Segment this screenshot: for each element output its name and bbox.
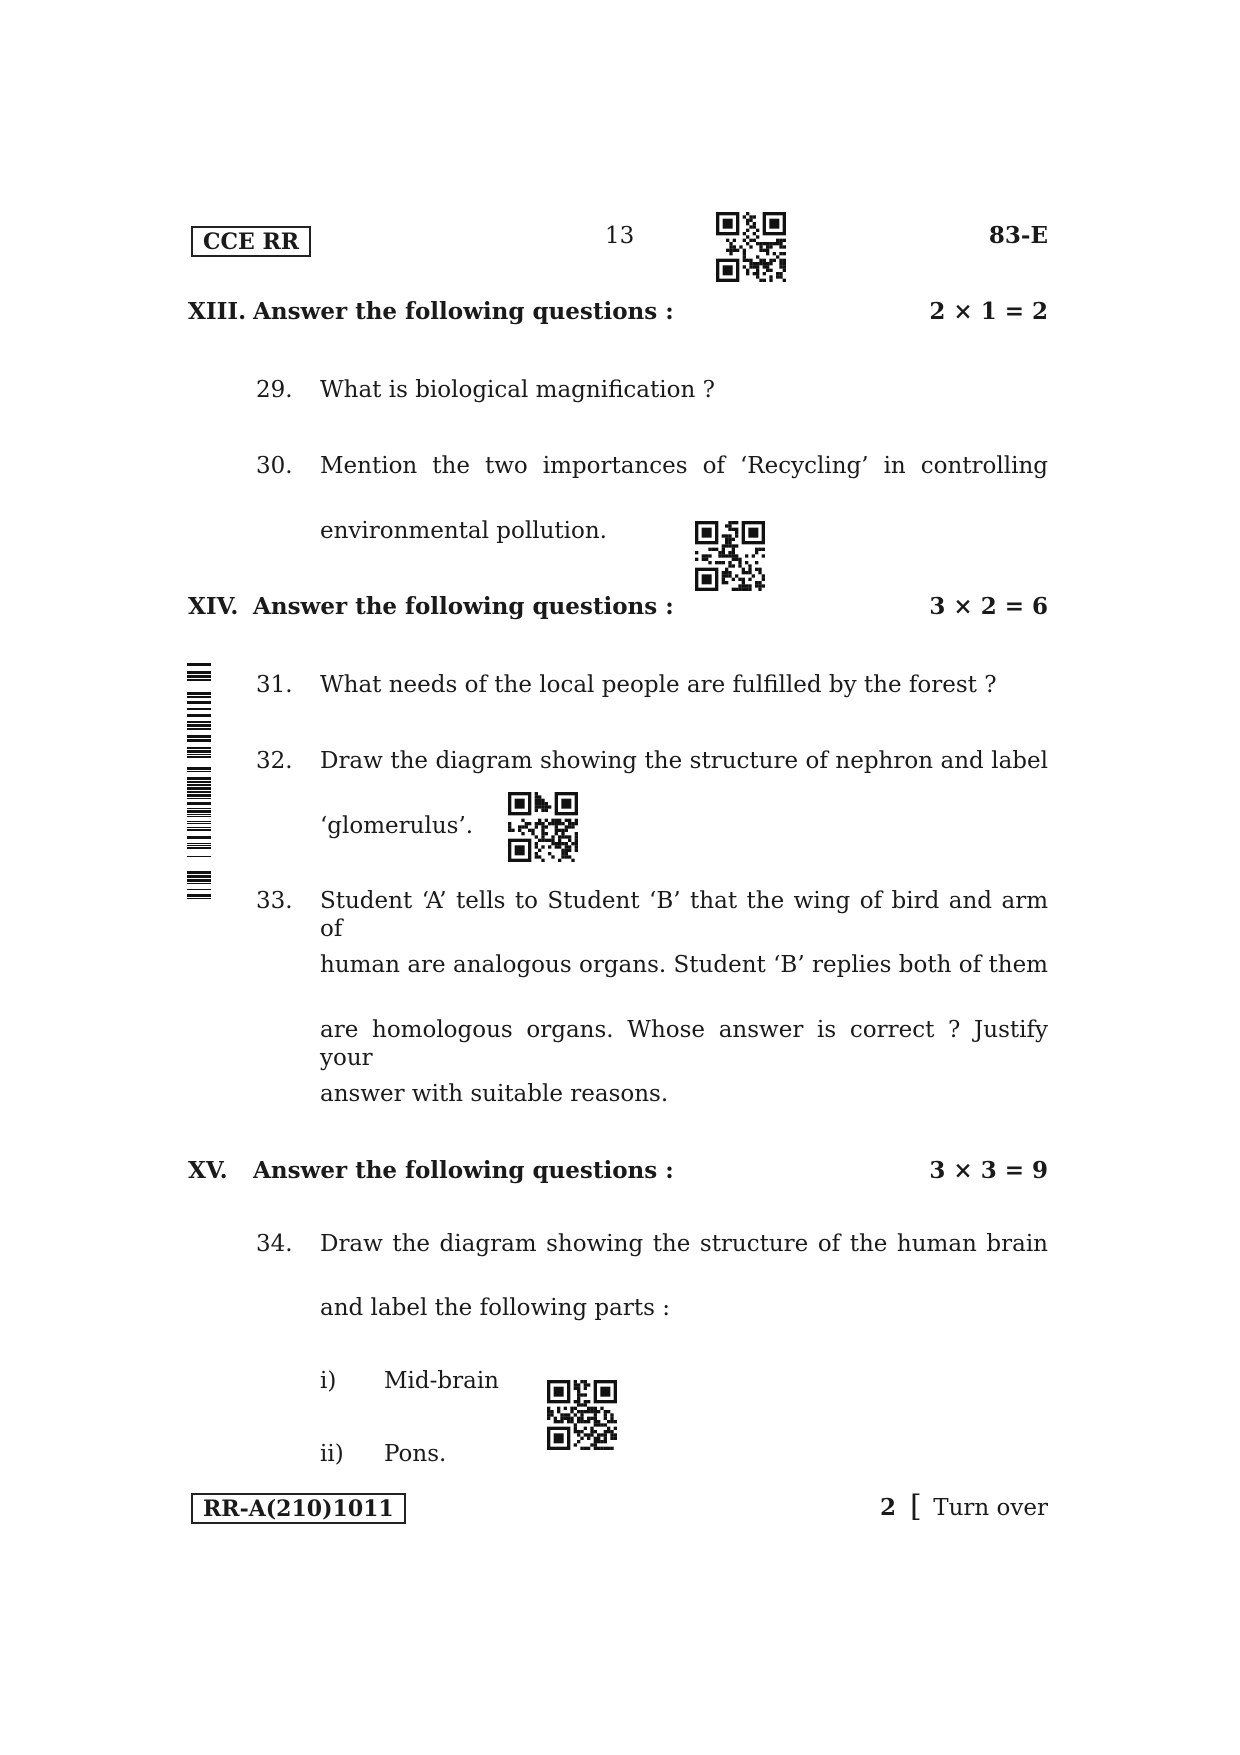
subpart-ii-text: Pons.: [384, 1441, 447, 1467]
question-32-line-1: Draw the diagram showing the structure of nephron and label: [320, 748, 1048, 774]
page-number: 13: [605, 223, 635, 249]
footer-page: 2: [880, 1494, 897, 1521]
question-32-line-2: ‘glomerulus’.: [320, 813, 474, 839]
footer-turn-over: Turn over: [933, 1495, 1048, 1521]
section-xv-roman: XV.: [188, 1157, 228, 1184]
subpart-i-text: Mid-brain: [384, 1368, 499, 1394]
section-xiii-roman: XIII.: [188, 298, 247, 325]
question-33-number: 33.: [256, 888, 293, 914]
question-33-line-1: Student ‘A’ tells to Student ‘B’ that the wing of bird and arm of: [320, 888, 1048, 942]
section-xiv-marks: 3 × 2 = 6: [929, 593, 1048, 620]
section-xiv-roman: XIV.: [188, 593, 239, 620]
question-29-number: 29.: [256, 377, 293, 403]
section-xiv-title: Answer the following questions :: [253, 593, 674, 620]
section-xiii-title: Answer the following questions :: [253, 298, 674, 325]
question-31-text: What needs of the local people are fulfilled by the forest ?: [320, 672, 997, 698]
question-31-number: 31.: [256, 672, 293, 698]
footer-code-box: [191, 1493, 406, 1524]
section-xv-marks: 3 × 3 = 9: [929, 1157, 1048, 1184]
header-code-box: [191, 226, 311, 257]
question-30-line-2: environmental pollution.: [320, 518, 607, 544]
footer-bracket: [: [910, 1489, 922, 1524]
qr-code-q34: [547, 1380, 617, 1450]
qr-code-q32: [508, 792, 578, 862]
question-33-line-3: are homologous organs. Whose answer is correct ? Justify your: [320, 1017, 1048, 1071]
side-barcode: [187, 660, 211, 916]
subpart-i-label: i): [320, 1368, 337, 1394]
section-xiii-marks: 2 × 1 = 2: [929, 298, 1048, 325]
question-33-line-2: human are analogous organs. Student ‘B’ replies both of them: [320, 952, 1048, 978]
question-30-line-1: Mention the two importances of ‘Recycling’ in controlling: [320, 453, 1048, 479]
question-33-line-4: answer with suitable reasons.: [320, 1081, 669, 1107]
subpart-ii-label: ii): [320, 1441, 344, 1467]
header-code: CCE RR: [203, 229, 300, 255]
section-xv-title: Answer the following questions :: [253, 1157, 674, 1184]
qr-code-header: [716, 212, 786, 282]
qr-code-q30: [695, 521, 765, 591]
question-29-text: What is biological magnification ?: [320, 377, 715, 403]
question-34-line-2: and label the following parts :: [320, 1295, 670, 1321]
question-32-number: 32.: [256, 748, 293, 774]
question-30-number: 30.: [256, 453, 293, 479]
question-34-number: 34.: [256, 1231, 293, 1257]
question-34-line-1: Draw the diagram showing the structure of the human brain: [320, 1231, 1048, 1257]
footer-code: RR-A(210)1011: [203, 1496, 394, 1522]
subject-code: 83-E: [988, 222, 1048, 249]
